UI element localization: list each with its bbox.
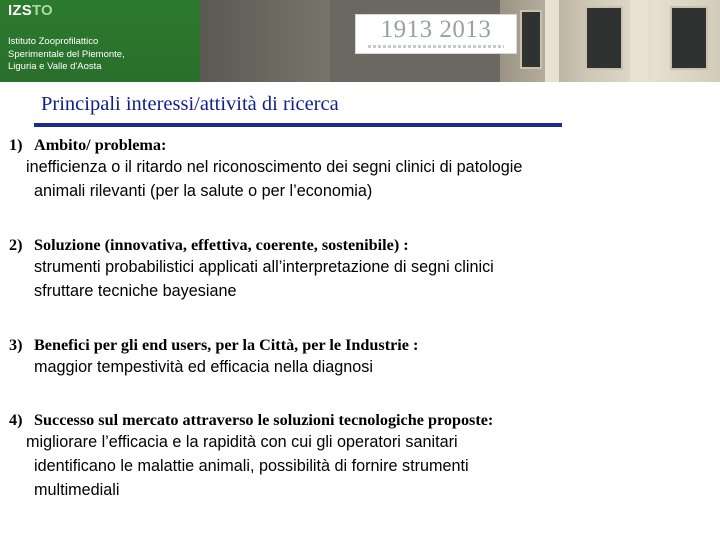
item-number: 4) [9,411,23,429]
izsto-logo [8,2,53,19]
slide-title: Principali interessi/attività di ricerca [41,93,339,115]
item-number: 3) [9,336,23,354]
item-line: inefficienza o il ritardo nel riconoscimento dei segni clinici di patologie [26,158,523,176]
item-number: 1) [9,136,23,154]
item-body [9,255,699,303]
item-line: strumenti probabilistici applicati all’interpretazione di segni clinici [34,258,494,276]
logo-accent: TO [31,2,53,19]
research-item-4 [9,411,699,502]
item-heading [9,411,699,430]
item-line: animali rilevanti (per la salute o per l’economia) [34,182,373,200]
item-heading [9,236,699,255]
building-photo [200,0,720,82]
item-line: sfruttare tecniche bayesiane [34,282,237,300]
title-underline [34,123,562,127]
logo-main: IZS [8,2,32,19]
institute-brand-panel [0,0,200,82]
institute-line: Istituto Zooprofilattico [8,36,99,47]
item-body [9,430,699,502]
anniversary-years: 1913 2013 [380,16,492,43]
research-item-3 [9,336,699,379]
item-body [9,355,699,379]
item-heading-text: Successo sul mercato attraverso le soluzioni tecnologiche proposte: [34,411,494,429]
item-heading-text: Ambito/ problema: [34,136,167,154]
institute-name [8,36,198,74]
item-body [9,155,699,203]
research-item-1 [9,136,699,203]
item-line: multimediali [34,481,120,499]
item-heading [9,136,699,155]
header-banner [0,0,720,82]
item-number: 2) [9,236,23,254]
item-line: identificano le malattie animali, possibilità di fornire strumenti [34,457,469,475]
item-heading [9,336,699,355]
item-heading-text: Benefici per gli end users, per la Città, per le Industrie : [34,336,419,354]
item-line: migliorare l’efficacia e la rapidità con cui gli operatori sanitari [26,433,458,451]
item-heading-text: Soluzione (innovativa, effettiva, coerente, sostenibile) : [34,236,409,254]
institute-line: Liguria e Valle d'Aosta [8,61,102,72]
institute-line: Sperimentale del Piemonte, [8,48,125,60]
research-item-2 [9,236,699,303]
item-line: maggior tempestività ed efficacia nella diagnosi [34,358,373,376]
anniversary-logo [355,14,517,54]
